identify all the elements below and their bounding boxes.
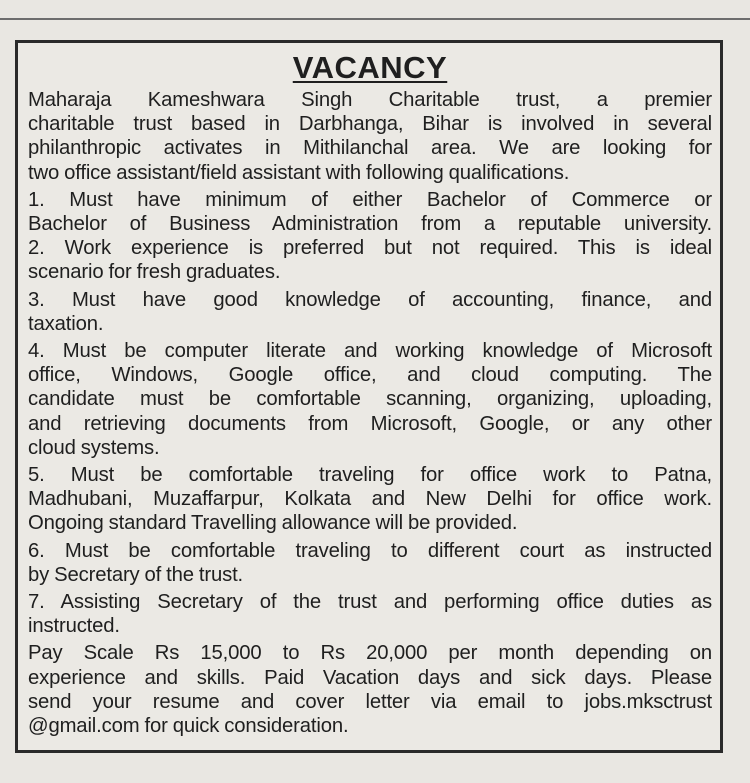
page-top-rule <box>0 18 750 20</box>
requirement-line: 1. Must have minimum of either Bachelor of Commerce or <box>28 188 712 211</box>
requirement-line: 2. Work experience is preferred but not required. This is ideal <box>28 237 712 260</box>
requirement-line: candidate must be comfortable scanning, organizing, uploading, <box>28 388 712 411</box>
closing-line: send your resume and cover letter via email to jobs.mksctrust <box>28 690 712 713</box>
requirement-line: Bachelor of Business Administration from a reputable university. <box>28 213 712 236</box>
intro-line: charitable trust based in Darbhanga, Bihar is involved in several <box>28 113 712 136</box>
requirement-line: taxation. <box>28 312 104 335</box>
requirement-line: cloud systems. <box>28 436 160 459</box>
requirement-item-6 <box>28 539 712 587</box>
requirement-line: 3. Must have good knowledge of accounting, finance, and <box>28 288 712 311</box>
intro-line: philanthropic activates in Mithilanchal area. We are looking for <box>28 137 712 160</box>
closing-line: experience and skills. Paid Vacation days and sick days. Please <box>28 666 712 689</box>
requirement-line: by Secretary of the trust. <box>28 563 244 586</box>
vacancy-title: VACANCY <box>292 50 448 85</box>
closing-line: @gmail.com for quick consideration. <box>28 715 349 738</box>
requirement-line: office, Windows, Google office, and cloud computing. The <box>28 364 712 387</box>
requirement-line: 7. Assisting Secretary of the trust and performing office duties as <box>28 591 712 614</box>
closing-line: Pay Scale Rs 15,000 to Rs 20,000 per month depending on <box>28 642 712 665</box>
requirement-line: and retrieving documents from Microsoft, Google, or any other <box>28 412 712 435</box>
requirement-line: Ongoing standard Travelling allowance will be provided. <box>28 512 518 535</box>
closing-paragraph <box>28 641 712 738</box>
requirement-line: scenario for fresh graduates. <box>28 261 281 284</box>
intro-line: Maharaja Kameshwara Singh Charitable trust, a premier <box>28 89 712 111</box>
vacancy-advertisement <box>15 40 723 753</box>
requirement-item-5 <box>28 463 712 536</box>
requirement-line: 5. Must be comfortable traveling for office work to Patna, <box>28 464 712 487</box>
requirement-item-4 <box>28 339 712 460</box>
requirement-line: 4. Must be computer literate and working knowledge of Microsoft <box>28 340 712 363</box>
title-wrap <box>28 48 712 88</box>
requirement-item-3 <box>28 288 712 336</box>
intro-line: two office assistant/field assistant with following qualifications. <box>28 161 570 184</box>
requirement-line: 6. Must be comfortable traveling to different court as instructed <box>28 539 712 562</box>
intro-paragraph <box>28 88 712 185</box>
requirement-item-7 <box>28 590 712 638</box>
requirement-items-1-2 <box>28 188 712 285</box>
requirement-line: instructed. <box>28 615 120 638</box>
requirement-line: Madhubani, Muzaffarpur, Kolkata and New Delhi for office work. <box>28 488 712 511</box>
